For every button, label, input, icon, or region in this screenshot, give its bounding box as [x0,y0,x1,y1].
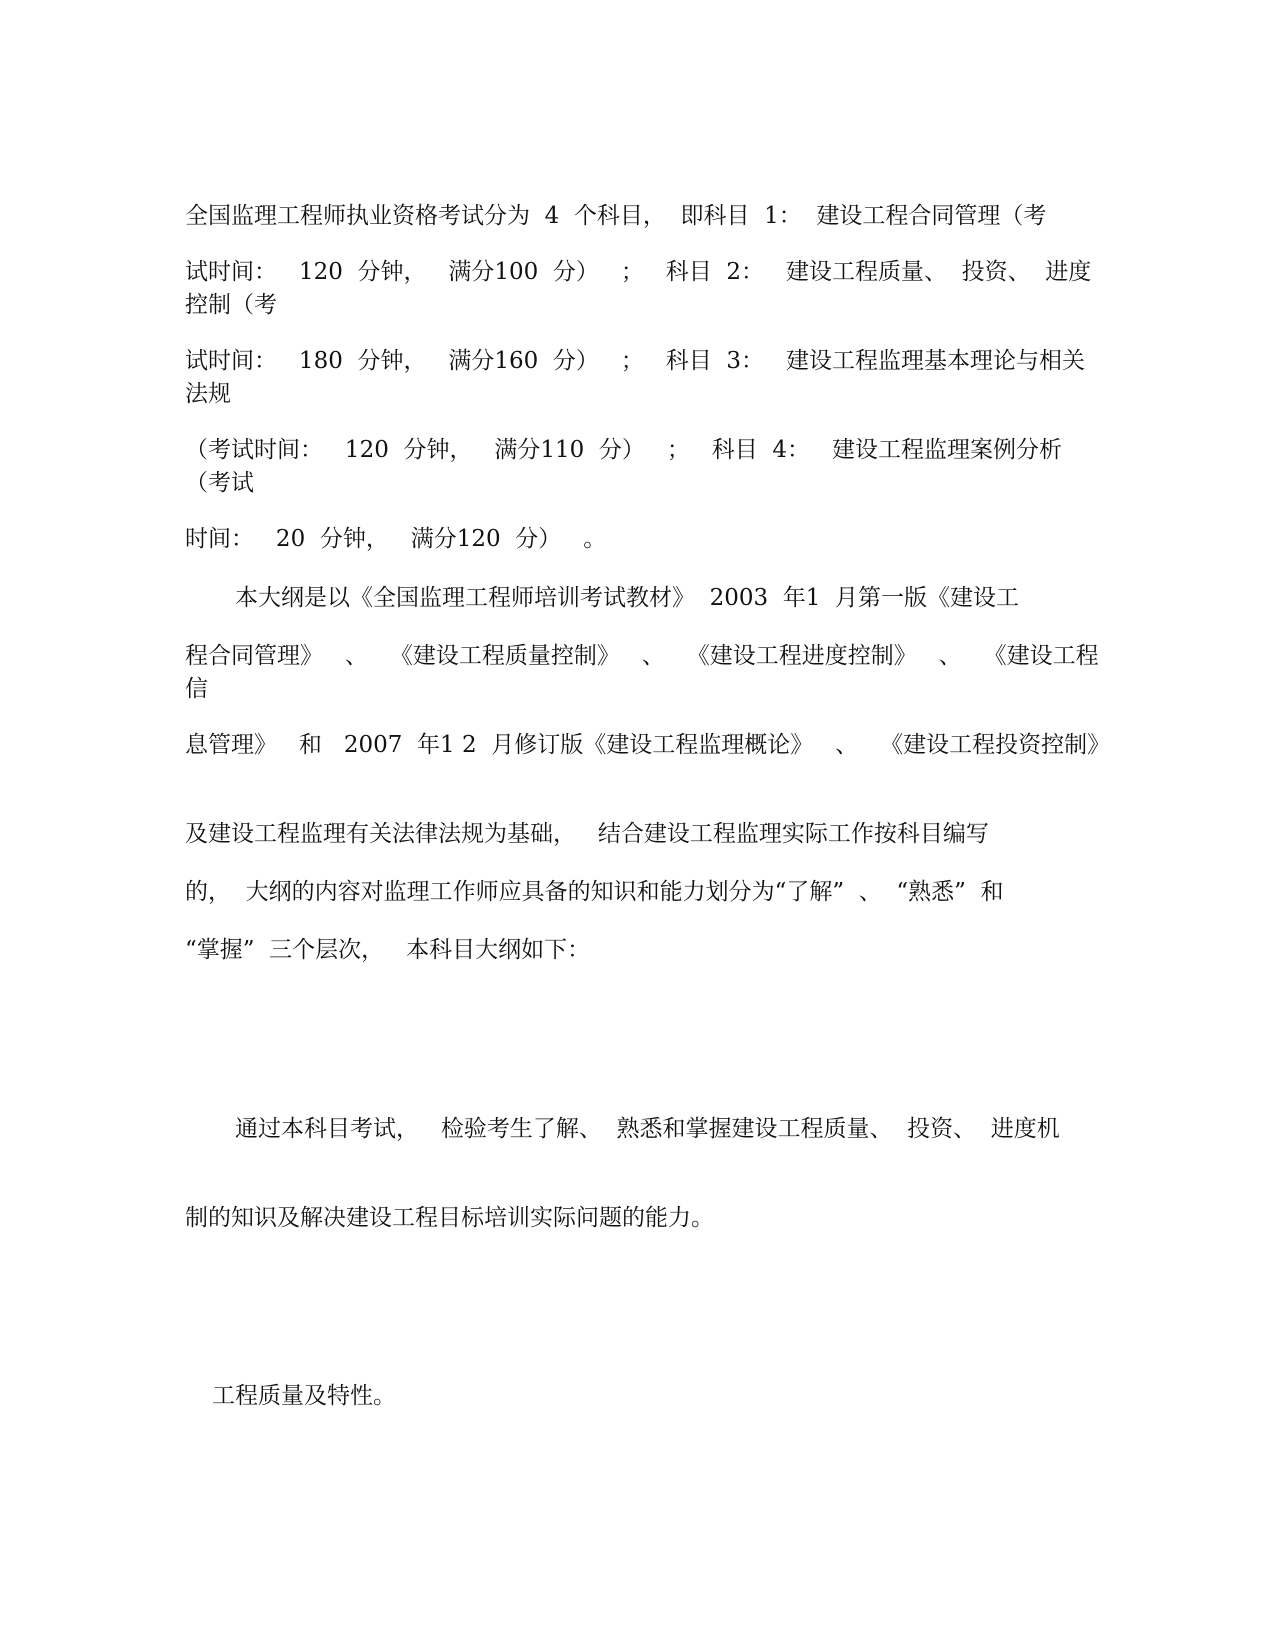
paragraph-line: 的， 大纲的内容对监理工作师应具备的知识和能力划分为“了解” 、 “熟悉” 和 [185,879,1004,905]
paragraph-line: 全国监理工程师执业资格考试分为 4 个科目， 即科目 1： 建设工程合同管理（考 [185,203,1047,229]
paragraph-line: 制的知识及解决建设工程目标培训实际问题的能力。 [185,1205,714,1231]
paragraph-line: 通过本科目考试， 检验考生了解、 熟悉和掌握建设工程质量、 投资、 进度机 [235,1116,1060,1142]
paragraph-line: 本大纲是以《全国监理工程师培训考试教材》 2003 年1 月第一版《建设工 [235,585,1020,611]
paragraph-line: 试时间： 120 分钟， 满分100 分） ； 科目 2： 建设工程质量、 投资、 进度控制（考 [185,259,1092,318]
paragraph-line: 程合同管理》 、 《建设工程质量控制》 、 《建设工程进度控制》 、 《建设工程信 [185,643,1099,702]
paragraph-line: 息管理》 和 2007 年1 2 月修订版《建设工程监理概论》 、 《建设工程投资控制》 [185,732,1111,758]
paragraph-line: 试时间： 180 分钟， 满分160 分） ； 科目 3： 建设工程监理基本理论与相关法规 [185,348,1085,407]
paragraph-line: 及建设工程监理有关法律法规为基础， 结合建设工程监理实际工作按科目编写 [185,821,989,847]
paragraph-line: （考试时间： 120 分钟， 满分110 分） ； 科目 4： 建设工程监理案例分析（考试 [185,437,1062,496]
paragraph-line: 时间： 20 分钟， 满分120 分） 。 [185,526,607,552]
paragraph-line: 工程质量及特性。 [212,1383,396,1409]
paragraph-line: “掌握” 三个层次， 本科目大纲如下： [185,937,591,963]
